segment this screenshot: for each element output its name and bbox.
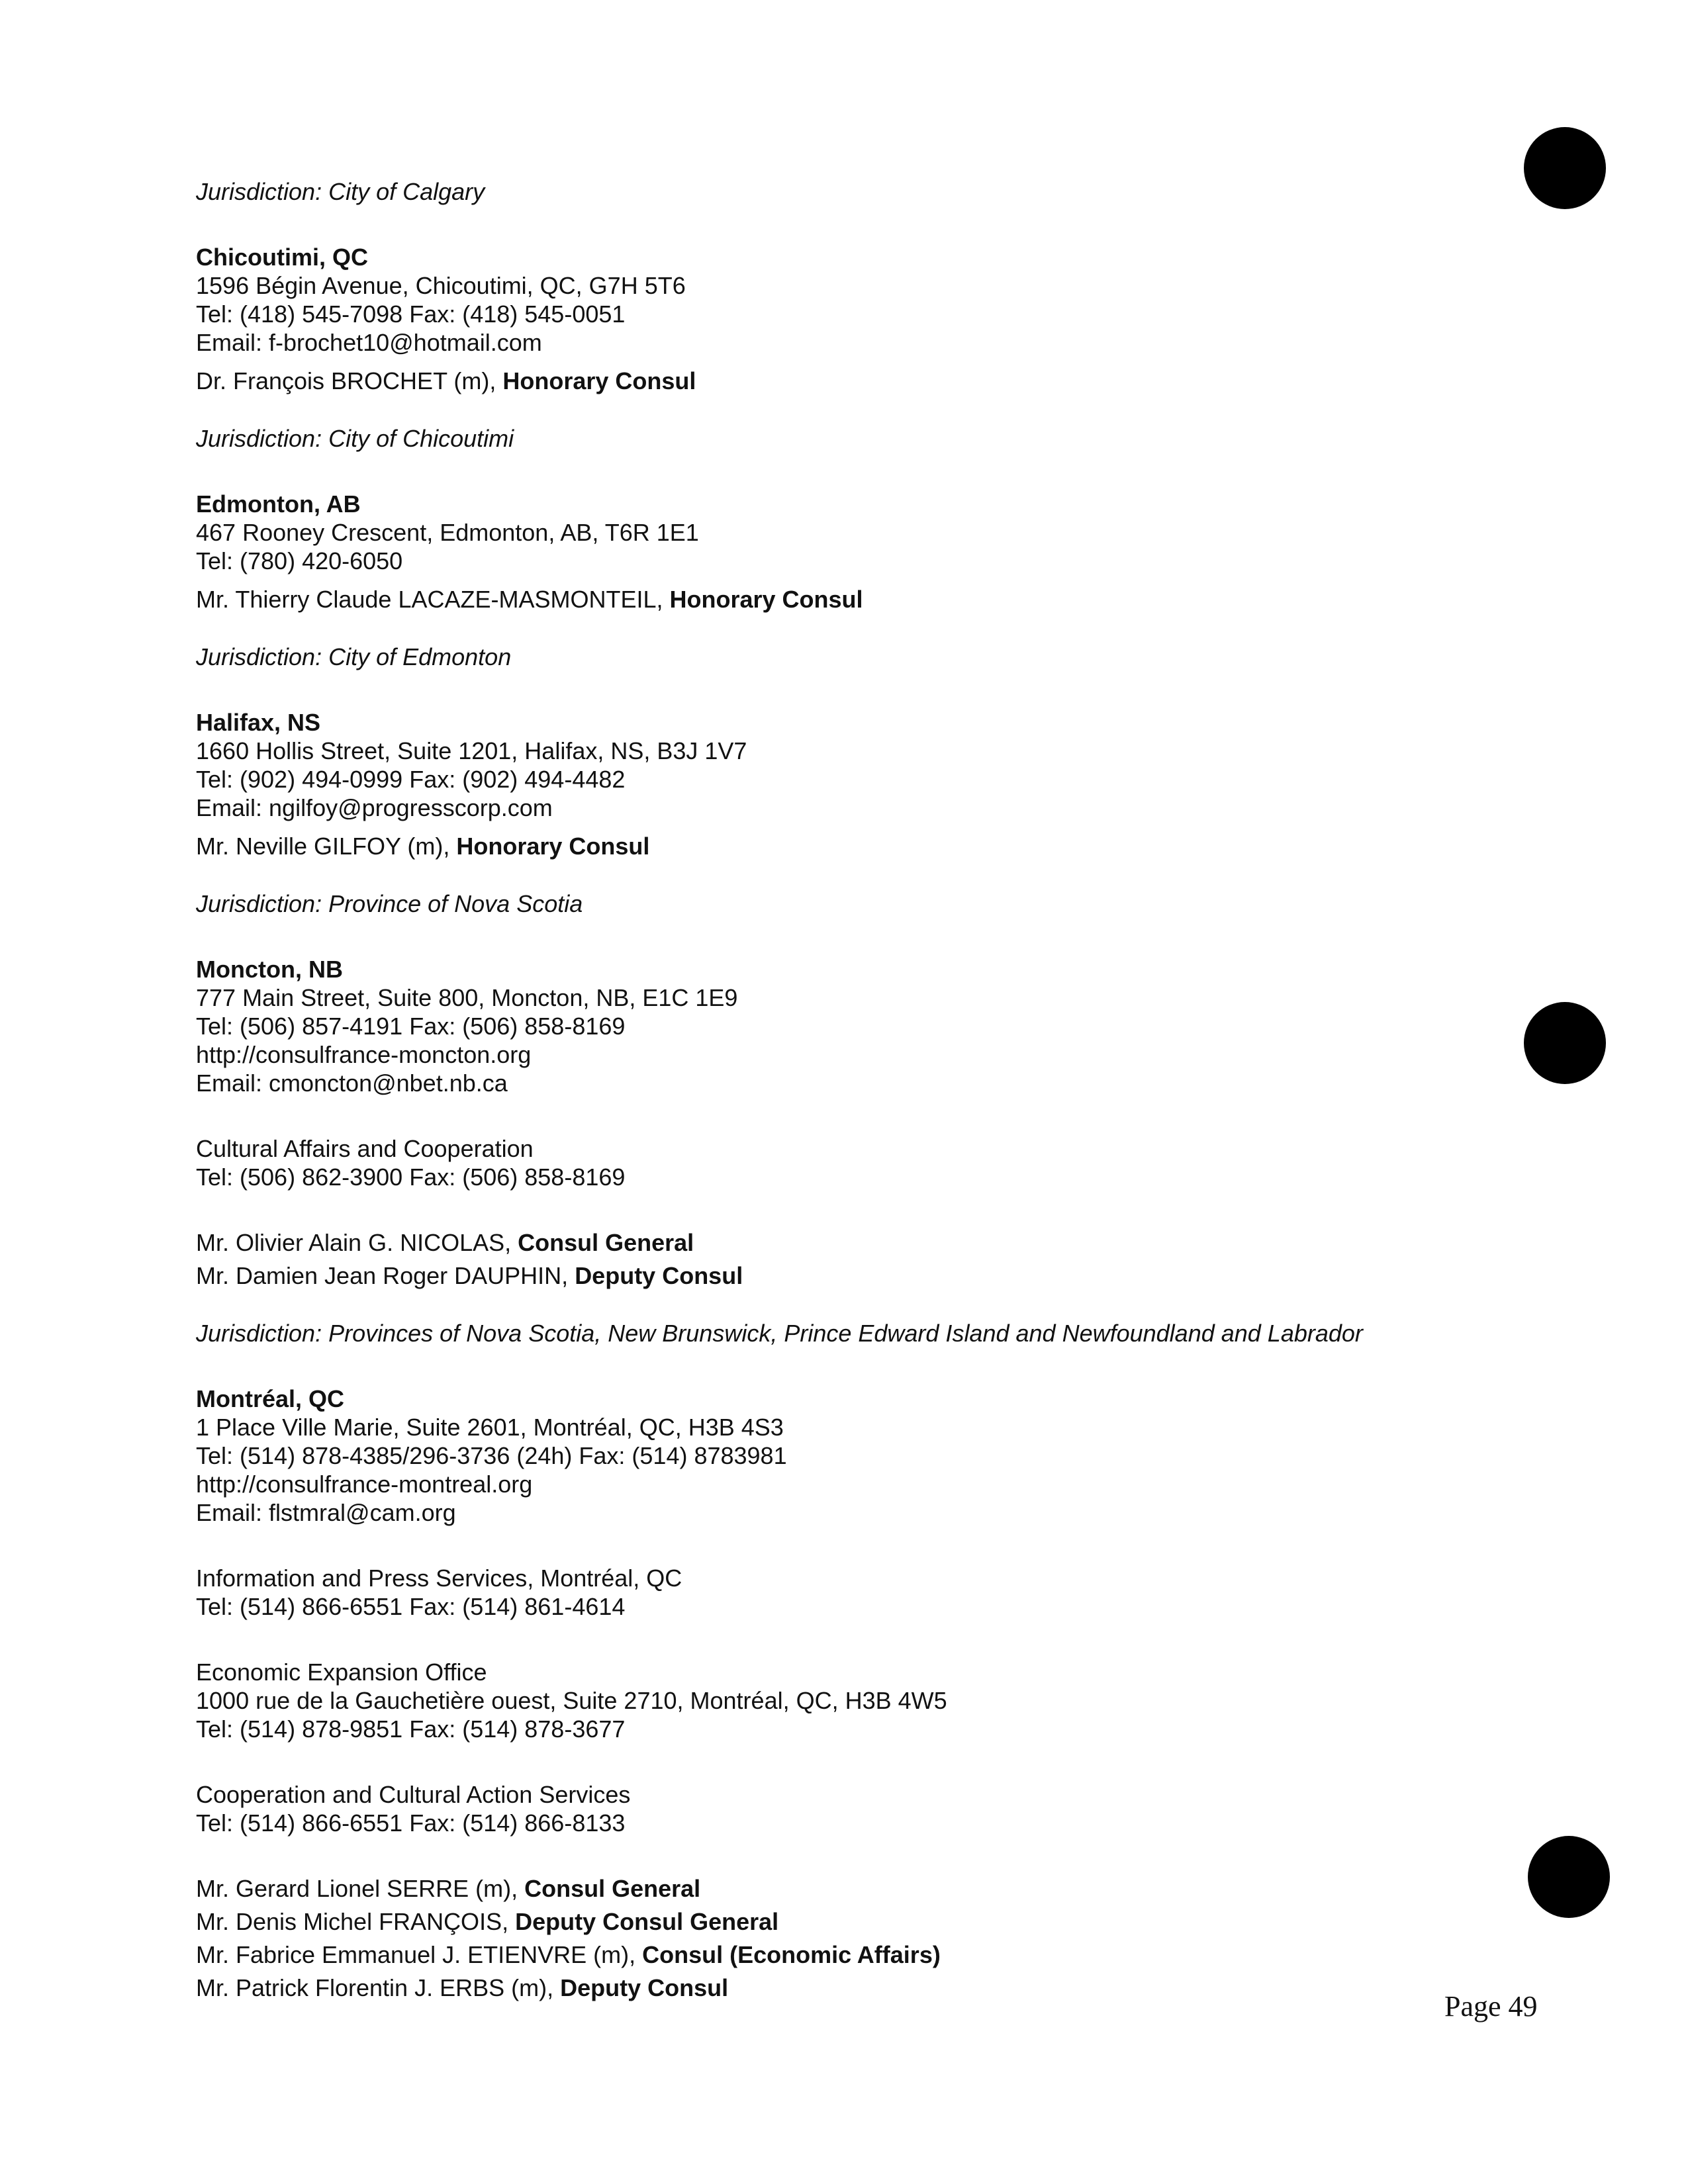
office-address: 1 Place Ville Marie, Suite 2601, Montréal, QC, H3B 4S3 [196,1414,784,1441]
service-name: Economic Expansion Office [196,1659,487,1686]
staff-title: Honorary Consul [456,833,650,860]
office-website: http://consulfrance-moncton.org [196,1041,532,1068]
service-phone: Tel: (514) 866-6551 Fax: (514) 861-4614 [196,1593,626,1620]
staff-line [196,1974,1520,2002]
staff-name: Mr. Olivier Alain G. NICOLAS, [196,1229,518,1256]
jurisdiction-note: Jurisdiction: City of Calgary [196,178,485,205]
jurisdiction-note: Jurisdiction: Provinces of Nova Scotia, New Brunswick, Prince Edward Island and Newfoundland and Labrador [196,1320,1363,1347]
jurisdiction-note: Jurisdiction: City of Chicoutimi [196,425,514,452]
office-heading: Chicoutimi, QC [196,244,368,271]
office-address: 467 Rooney Crescent, Edmonton, AB, T6R 1E1 [196,519,699,546]
staff-line [196,1228,1520,1257]
staff-title: Consul General [524,1875,701,1902]
office-address: 1596 Bégin Avenue, Chicoutimi, QC, G7H 5T6 [196,272,686,299]
staff-name: Mr. Patrick Florentin J. ERBS (m), [196,1974,561,2001]
office-email: Email: flstmral@cam.org [196,1499,456,1526]
staff-title: Deputy Consul [560,1974,729,2001]
office-entry-moncton [196,955,1520,1347]
office-heading: Moncton, NB [196,956,343,983]
staff-line [196,585,1520,614]
staff-name: Mr. Thierry Claude LACAZE-MASMONTEIL, [196,586,670,613]
service-name: Information and Press Services, Montréal, QC [196,1565,682,1592]
staff-title: Consul General [518,1229,694,1256]
office-address: 777 Main Street, Suite 800, Moncton, NB, E1C 1E9 [196,984,738,1011]
staff-line [196,367,1520,395]
service-phone: Tel: (514) 878-9851 Fax: (514) 878-3677 [196,1715,626,1743]
office-phone: Tel: (506) 857-4191 Fax: (506) 858-8169 [196,1013,626,1040]
staff-title: Deputy Consul General [515,1908,779,1935]
office-entry-chicoutimi [196,243,1520,453]
office-entry-edmonton [196,490,1520,671]
staff-title: Honorary Consul [502,367,696,394]
office-entry-halifax [196,708,1520,918]
office-phone: Tel: (418) 545-7098 Fax: (418) 545-0051 [196,300,626,328]
staff-line [196,1261,1520,1290]
office-website: http://consulfrance-montreal.org [196,1471,533,1498]
office-heading: Montréal, QC [196,1385,345,1412]
staff-title: Deputy Consul [575,1262,743,1289]
office-email: Email: ngilfoy@progresscorp.com [196,794,553,821]
jurisdiction-note: Jurisdiction: City of Edmonton [196,643,512,670]
service-phone: Tel: (514) 866-6551 Fax: (514) 866-8133 [196,1809,626,1837]
office-phone: Tel: (514) 878-4385/296-3736 (24h) Fax: (514) 8783981 [196,1442,787,1469]
office-phone: Tel: (780) 420-6050 [196,547,403,574]
service-name: Cooperation and Cultural Action Services [196,1781,631,1808]
office-address: 1660 Hollis Street, Suite 1201, Halifax, NS, B3J 1V7 [196,737,747,764]
service-address: 1000 rue de la Gauchetière ouest, Suite 2710, Montréal, QC, H3B 4W5 [196,1687,947,1714]
office-email: Email: cmoncton@nbet.nb.ca [196,1069,508,1097]
service-name: Cultural Affairs and Cooperation [196,1135,534,1162]
service-phone: Tel: (506) 862-3900 Fax: (506) 858-8169 [196,1163,626,1191]
office-email: Email: f-brochet10@hotmail.com [196,329,542,356]
staff-line [196,832,1520,860]
office-heading: Edmonton, AB [196,490,361,518]
punch-hole [1528,1836,1610,1918]
office-entry-montreal [196,1385,1520,2002]
staff-title: Honorary Consul [669,586,863,613]
staff-line [196,1940,1520,1969]
staff-name: Dr. François BROCHET (m), [196,367,503,394]
punch-hole [1524,127,1606,209]
staff-line [196,1874,1520,1903]
office-heading: Halifax, NS [196,709,321,736]
staff-name: Mr. Gerard Lionel SERRE (m), [196,1875,525,1902]
office-phone: Tel: (902) 494-0999 Fax: (902) 494-4482 [196,766,626,793]
punch-hole [1524,1002,1606,1084]
consulate-listing [196,177,1520,2002]
staff-name: Mr. Neville GILFOY (m), [196,833,457,860]
staff-line [196,1907,1520,1936]
staff-title: Consul (Economic Affairs) [642,1941,941,1968]
staff-name: Mr. Denis Michel FRANÇOIS, [196,1908,516,1935]
jurisdiction-note: Jurisdiction: Province of Nova Scotia [196,890,583,917]
page-number: Page 49 [1444,1990,1538,2023]
staff-name: Mr. Damien Jean Roger DAUPHIN, [196,1262,575,1289]
staff-name: Mr. Fabrice Emmanuel J. ETIENVRE (m), [196,1941,643,1968]
